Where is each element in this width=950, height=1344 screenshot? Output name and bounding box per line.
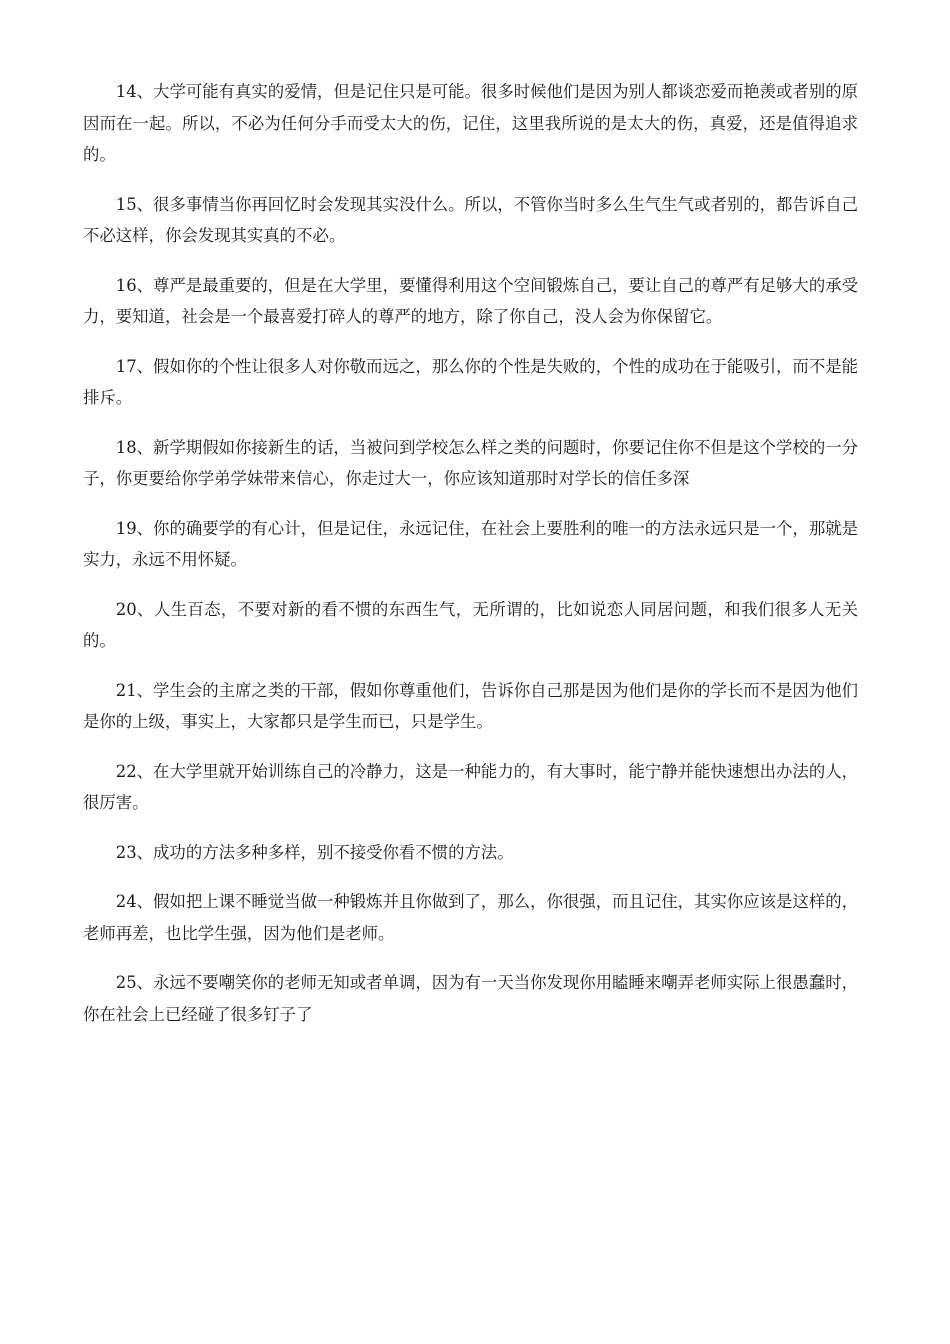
paragraph-18: 18、新学期假如你接新生的话，当被问到学校怎么样之类的问题时，你要记住你不但是这个学校的一分子，你更要给你学弟学妹带来信心，你走过大一，你应该知道那时对学长的信任多深 — [83, 437, 858, 488]
document-body — [83, 76, 858, 1048]
paragraph-24: 24、假如把上课不睡觉当做一种锻炼并且你做到了，那么，你很强，而且记住，其实你应该是这样的，老师再差，也比学生强，因为他们是老师。 — [83, 892, 858, 943]
paragraph-17: 17、假如你的个性让很多人对你敬而远之，那么你的个性是失败的，个性的成功在于能吸引，而不是能排斥。 — [83, 356, 858, 407]
paragraph-21: 21、学生会的主席之类的干部，假如你尊重他们，告诉你自己那是因为他们是你的学长而不是因为他们是你的上级，事实上，大家都只是学生而已，只是学生。 — [83, 680, 858, 731]
paragraph-16: 16、尊严是最重要的，但是在大学里，要懂得利用这个空间锻炼自己，要让自己的尊严有足够大的承受力，要知道，社会是一个最喜爱打碎人的尊严的地方，除了你自己，没人会为你保留它。 — [83, 275, 858, 326]
paragraph-15: 15、很多事情当你再回忆时会发现其实没什么。所以，不管你当时多么生气生气或者别的，都告诉自己不必这样，你会发现其实真的不必。 — [83, 194, 858, 245]
paragraph-14: 14、大学可能有真实的爱情，但是记住只是可能。很多时候他们是因为别人都谈恋爱而艳羡或者别的原因而在一起。所以，不必为任何分手而受太大的伤，记住，这里我所说的是太大的伤，真爱，还是值得追求的。 — [83, 82, 858, 164]
paragraph-20: 20、人生百态，不要对新的看不惯的东西生气，无所谓的，比如说恋人同居问题，和我们很多人无关的。 — [83, 599, 858, 650]
paragraph-22: 22、在大学里就开始训练自己的冷静力，这是一种能力的，有大事时，能宁静并能快速想出办法的人，很厉害。 — [83, 761, 858, 812]
paragraph-25: 25、永远不要嘲笑你的老师无知或者单调，因为有一天当你发现你用瞌睡来嘲弄老师实际上很愚蠢时，你在社会上已经碰了很多钉子了 — [83, 973, 858, 1024]
paragraph-19: 19、你的确要学的有心计，但是记住，永远记住，在社会上要胜利的唯一的方法永远只是一个，那就是实力，永远不用怀疑。 — [83, 518, 858, 569]
paragraph-23: 23、成功的方法多种多样，别不接受你看不惯的方法。 — [115, 842, 514, 862]
